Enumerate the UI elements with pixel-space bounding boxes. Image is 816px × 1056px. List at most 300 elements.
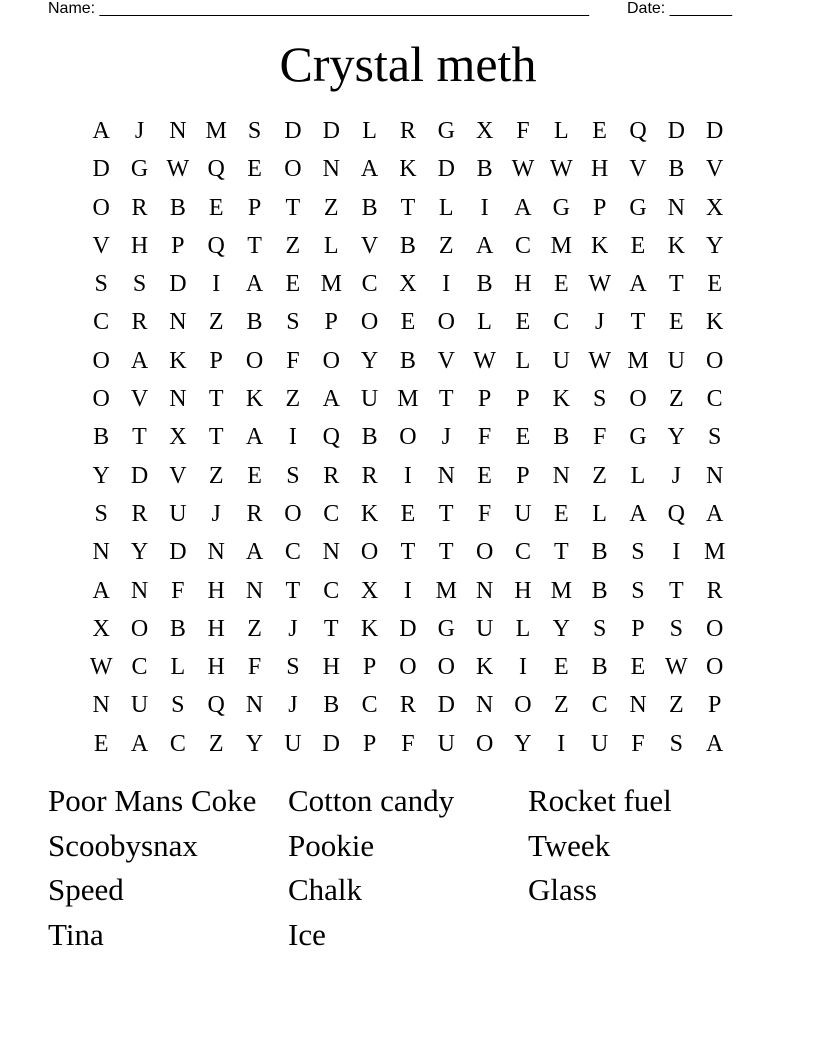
- grid-cell: A: [629, 500, 647, 527]
- grid-row: [82, 457, 734, 495]
- grid-cell: M: [435, 577, 457, 604]
- grid-cell: F: [631, 730, 645, 757]
- grid-cell: B: [246, 309, 263, 336]
- grid-cell: L: [515, 347, 531, 374]
- grid-cell: O: [399, 424, 417, 451]
- grid-row: [82, 227, 734, 265]
- grid-cell: T: [132, 424, 147, 451]
- grid-cell: W: [588, 347, 611, 374]
- grid-cell: E: [630, 654, 646, 681]
- grid-row: [82, 648, 734, 686]
- grid-cell: I: [442, 271, 451, 298]
- grid-cell: S: [94, 500, 108, 527]
- grid-cell: E: [668, 309, 684, 336]
- grid-cell: R: [361, 462, 378, 489]
- grid-cell: O: [706, 654, 724, 681]
- grid-cell: K: [667, 232, 685, 259]
- grid-cell: E: [515, 424, 531, 451]
- grid-cell: H: [207, 654, 225, 681]
- grid-cell: G: [437, 118, 455, 144]
- grid-cell: E: [553, 271, 569, 298]
- grid-cell: C: [323, 500, 340, 527]
- grid-cell: R: [131, 500, 148, 527]
- grid-cell: L: [630, 462, 646, 489]
- grid-cell: R: [706, 577, 723, 604]
- grid-cell: M: [550, 577, 572, 604]
- grid-cell: C: [591, 692, 608, 719]
- grid-cell: Z: [208, 462, 224, 489]
- grid-cell: P: [592, 194, 607, 221]
- grid-cell: T: [668, 577, 684, 604]
- grid-cell: E: [400, 500, 416, 527]
- grid-cell: L: [170, 654, 186, 681]
- grid-cell: J: [671, 462, 681, 489]
- grid-cell: H: [514, 577, 532, 604]
- grid-cell: L: [323, 232, 339, 259]
- grid-cell: Z: [247, 615, 262, 642]
- grid-cell: M: [320, 271, 342, 298]
- grid-cell: P: [477, 386, 492, 413]
- grid-cell: R: [323, 462, 340, 489]
- grid-cell: U: [667, 347, 685, 374]
- grid-cell: O: [284, 500, 302, 527]
- grid-cell: A: [245, 539, 264, 566]
- date-field-label: Date: _______: [627, 0, 732, 17]
- grid-cell: F: [286, 347, 300, 374]
- grid-row: [82, 610, 734, 648]
- grid-cell: P: [707, 692, 722, 719]
- grid-cell: F: [477, 424, 492, 451]
- grid-cell: B: [169, 615, 186, 642]
- grid-cell: U: [169, 500, 187, 527]
- grid-cell: Y: [667, 424, 685, 451]
- grid-cell: S: [286, 462, 300, 489]
- grid-cell: B: [476, 271, 493, 298]
- grid-cell: W: [166, 156, 190, 183]
- grid-cell: E: [93, 730, 109, 757]
- grid-cell: S: [669, 730, 683, 757]
- grid-cell: C: [169, 730, 186, 757]
- grid-cell: T: [400, 539, 416, 566]
- grid-cell: I: [518, 654, 527, 681]
- grid-cell: Y: [552, 615, 570, 642]
- word-list-item: Chalk: [288, 872, 363, 908]
- grid-cell: E: [630, 232, 646, 259]
- grid-cell: Q: [667, 500, 685, 527]
- grid-cell: X: [475, 118, 494, 144]
- grid-cell: E: [553, 500, 569, 527]
- grid-cell: T: [438, 539, 454, 566]
- grid-cell: Q: [207, 156, 225, 183]
- grid-cell: P: [362, 730, 377, 757]
- grid-cell: K: [706, 309, 724, 336]
- grid-cell: Q: [207, 692, 225, 719]
- grid-row: [82, 572, 734, 610]
- grid-cell: X: [399, 271, 417, 298]
- grid-cell: T: [208, 424, 224, 451]
- grid-cell: C: [553, 309, 570, 336]
- grid-cell: F: [171, 577, 185, 604]
- grid-cell: P: [324, 309, 338, 336]
- grid-cell: T: [208, 386, 224, 413]
- grid-cell: E: [285, 271, 301, 298]
- word-list-item: Glass: [528, 872, 597, 908]
- grid-cell: D: [706, 118, 724, 144]
- grid-row: [82, 342, 734, 380]
- grid-cell: P: [209, 347, 223, 374]
- grid-cell: V: [130, 386, 149, 413]
- grid-cell: S: [171, 692, 185, 719]
- grid-cell: K: [590, 232, 609, 259]
- grid-cell: W: [549, 156, 573, 183]
- grid-cell: H: [207, 615, 225, 642]
- grid-cell: B: [553, 424, 570, 451]
- grid-cell: Y: [130, 539, 149, 566]
- grid-cell: E: [592, 118, 607, 144]
- grid-cell: K: [360, 615, 379, 642]
- word-list-item: Pookie: [288, 827, 375, 863]
- grid-cell: I: [288, 424, 297, 451]
- grid-cell: P: [631, 615, 645, 642]
- grid-cell: M: [205, 118, 227, 144]
- grid-cell: D: [284, 118, 302, 144]
- grid-cell: Q: [207, 232, 225, 259]
- grid-cell: P: [362, 654, 377, 681]
- grid-cell: C: [361, 692, 378, 719]
- grid-cell: E: [247, 462, 262, 489]
- grid-cell: U: [475, 615, 494, 642]
- grid-cell: D: [667, 118, 685, 144]
- grid-row: [82, 725, 734, 763]
- grid-cell: I: [557, 730, 566, 757]
- grid-cell: Y: [360, 347, 379, 374]
- grid-cell: Y: [92, 462, 110, 489]
- grid-cell: O: [475, 730, 494, 757]
- grid-cell: I: [672, 539, 681, 566]
- grid-cell: S: [669, 615, 683, 642]
- grid-cell: A: [322, 386, 340, 413]
- grid-cell: S: [631, 539, 645, 566]
- grid-cell: V: [92, 232, 110, 259]
- grid-cell: F: [477, 500, 492, 527]
- grid-cell: O: [514, 692, 532, 719]
- grid-cell: V: [629, 156, 647, 183]
- grid-cell: L: [477, 309, 492, 336]
- grid-cell: K: [169, 347, 187, 374]
- grid-cell: A: [514, 194, 532, 221]
- grid-cell: N: [92, 692, 110, 719]
- grid-cell: U: [552, 347, 570, 374]
- grid-cell: K: [475, 654, 494, 681]
- grid-cell: R: [399, 118, 416, 144]
- grid-cell: B: [399, 347, 416, 374]
- grid-cell: P: [171, 232, 185, 259]
- grid-cell: B: [591, 577, 608, 604]
- grid-cell: N: [475, 577, 494, 604]
- grid-cell: N: [667, 194, 685, 221]
- grid-cell: S: [592, 615, 607, 642]
- grid-cell: B: [93, 424, 110, 451]
- grid-cell: U: [590, 730, 609, 757]
- grid-cell: A: [629, 271, 647, 298]
- grid-cell: M: [627, 347, 649, 374]
- grid-cell: W: [665, 654, 688, 681]
- grid-cell: K: [552, 386, 570, 413]
- grid-cell: A: [475, 232, 494, 259]
- grid-cell: F: [516, 118, 530, 144]
- grid-cell: E: [553, 654, 569, 681]
- grid-cell: S: [631, 577, 645, 604]
- grid-cell: X: [360, 577, 379, 604]
- word-list-item: Ice: [288, 917, 326, 953]
- grid-cell: U: [360, 386, 379, 413]
- grid-cell: B: [591, 654, 608, 681]
- grid-cell: I: [480, 194, 489, 221]
- grid-cell: A: [130, 730, 149, 757]
- grid-row: [82, 380, 734, 418]
- grid-cell: J: [441, 424, 451, 451]
- grid-cell: D: [130, 462, 149, 489]
- grid-cell: C: [514, 232, 531, 259]
- grid-cell: W: [473, 347, 496, 374]
- grid-cell: J: [594, 309, 605, 336]
- grid-cell: K: [360, 500, 379, 527]
- grid-cell: S: [286, 309, 300, 336]
- grid-cell: O: [92, 194, 110, 221]
- grid-cell: Y: [245, 730, 264, 757]
- grid-cell: A: [245, 271, 264, 298]
- grid-cell: L: [515, 615, 531, 642]
- grid-cell: O: [322, 347, 340, 374]
- grid-cell: W: [511, 156, 535, 183]
- grid-row: [82, 189, 734, 227]
- grid-cell: S: [94, 271, 108, 298]
- letter-grid: [82, 112, 734, 763]
- grid-row: [82, 533, 734, 571]
- grid-cell: L: [438, 194, 454, 221]
- grid-cell: T: [285, 194, 301, 221]
- grid-cell: H: [207, 577, 225, 604]
- grid-cell: U: [284, 730, 302, 757]
- grid-cell: U: [437, 730, 455, 757]
- grid-cell: Z: [668, 692, 684, 719]
- grid-cell: C: [361, 271, 378, 298]
- grid-cell: E: [477, 462, 492, 489]
- grid-cell: B: [476, 156, 493, 183]
- grid-cell: A: [92, 577, 110, 604]
- grid-cell: D: [437, 156, 455, 183]
- grid-row: [82, 265, 734, 303]
- grid-cell: C: [93, 309, 110, 336]
- grid-cell: E: [707, 271, 722, 298]
- grid-cell: D: [169, 539, 187, 566]
- grid-cell: N: [169, 309, 187, 336]
- grid-cell: L: [362, 118, 377, 144]
- grid-cell: Z: [208, 730, 224, 757]
- grid-cell: X: [706, 194, 724, 221]
- grid-cell: N: [92, 539, 110, 566]
- grid-cell: J: [211, 500, 221, 527]
- grid-cell: L: [592, 500, 607, 527]
- grid-cell: O: [245, 347, 264, 374]
- grid-cell: R: [246, 500, 263, 527]
- grid-cell: A: [92, 118, 110, 144]
- grid-cell: A: [245, 424, 264, 451]
- grid-cell: W: [588, 271, 611, 298]
- grid-cell: Z: [668, 386, 684, 413]
- grid-cell: T: [438, 500, 454, 527]
- grid-cell: E: [400, 309, 416, 336]
- grid-cell: Z: [285, 232, 301, 259]
- grid-cell: S: [286, 654, 300, 681]
- grid-cell: J: [288, 615, 298, 642]
- grid-cell: R: [131, 194, 148, 221]
- grid-cell: S: [132, 271, 147, 298]
- header: [48, 0, 748, 20]
- grid-cell: N: [475, 692, 494, 719]
- grid-cell: F: [592, 424, 607, 451]
- grid-row: [82, 418, 734, 456]
- grid-cell: G: [629, 424, 647, 451]
- grid-row: [82, 150, 734, 188]
- grid-cell: V: [437, 347, 455, 374]
- grid-cell: D: [322, 730, 340, 757]
- grid-cell: N: [207, 539, 225, 566]
- grid-cell: T: [323, 615, 339, 642]
- grid-cell: E: [208, 194, 224, 221]
- page-title: Crystal meth: [279, 36, 537, 92]
- grid-cell: D: [437, 692, 455, 719]
- grid-cell: O: [437, 654, 455, 681]
- grid-cell: T: [285, 577, 301, 604]
- grid-cell: J: [288, 692, 298, 719]
- grid-cell: N: [552, 462, 570, 489]
- grid-cell: Q: [629, 118, 647, 144]
- grid-cell: H: [130, 232, 149, 259]
- grid-cell: U: [130, 692, 149, 719]
- word-list-item: Tweek: [528, 827, 611, 863]
- grid-row: [82, 495, 734, 533]
- grid-cell: C: [514, 539, 531, 566]
- grid-cell: O: [360, 539, 379, 566]
- grid-row: [82, 686, 734, 724]
- grid-cell: T: [553, 539, 569, 566]
- grid-cell: Z: [438, 232, 454, 259]
- grid-cell: D: [399, 615, 417, 642]
- grid-cell: H: [514, 271, 532, 298]
- grid-cell: I: [212, 271, 221, 298]
- grid-cell: O: [130, 615, 149, 642]
- grid-cell: M: [704, 539, 726, 566]
- grid-cell: Z: [323, 194, 339, 221]
- grid-cell: N: [322, 539, 340, 566]
- grid-cell: M: [550, 232, 572, 259]
- grid-cell: O: [475, 539, 494, 566]
- word-list-item: Cotton candy: [288, 783, 455, 818]
- grid-cell: Z: [208, 309, 224, 336]
- grid-cell: P: [516, 386, 530, 413]
- name-field-label: Name: _______________________________________________________: [48, 0, 589, 17]
- grid-cell: K: [245, 386, 264, 413]
- grid-cell: E: [515, 309, 531, 336]
- grid-cell: Z: [592, 462, 607, 489]
- word-list-item: Speed: [48, 872, 124, 908]
- grid-cell: N: [437, 462, 455, 489]
- grid-cell: O: [284, 156, 302, 183]
- grid-cell: O: [399, 654, 417, 681]
- grid-cell: A: [706, 500, 724, 527]
- grid-cell: S: [592, 386, 607, 413]
- grid-cell: A: [706, 730, 724, 757]
- grid-cell: F: [401, 730, 415, 757]
- grid-cell: P: [247, 194, 262, 221]
- word-list-item: Rocket fuel: [528, 783, 672, 818]
- grid-cell: Z: [553, 692, 569, 719]
- grid-cell: N: [245, 577, 264, 604]
- grid-cell: X: [92, 615, 110, 642]
- grid-cell: A: [360, 156, 379, 183]
- grid-cell: G: [552, 194, 570, 221]
- grid-cell: M: [397, 386, 419, 413]
- grid-cell: T: [630, 309, 646, 336]
- grid-cell: N: [130, 577, 149, 604]
- grid-cell: T: [400, 194, 416, 221]
- grid-cell: V: [706, 156, 724, 183]
- grid-cell: C: [131, 654, 148, 681]
- grid-cell: D: [92, 156, 110, 183]
- grid-cell: V: [169, 462, 187, 489]
- grid-cell: B: [591, 539, 608, 566]
- grid-cell: D: [169, 271, 187, 298]
- grid-cell: O: [92, 386, 110, 413]
- grid-cell: Y: [514, 730, 532, 757]
- grid-row: [82, 303, 734, 341]
- grid-cell: B: [323, 692, 340, 719]
- grid-cell: E: [247, 156, 262, 183]
- grid-cell: G: [437, 615, 455, 642]
- word-list-item: Scoobysnax: [48, 827, 198, 863]
- grid-cell: N: [169, 118, 187, 144]
- grid-cell: X: [169, 424, 187, 451]
- grid-cell: R: [131, 309, 148, 336]
- grid-cell: T: [247, 232, 262, 259]
- grid-cell: S: [707, 424, 722, 451]
- grid-cell: U: [514, 500, 532, 527]
- grid-cell: J: [134, 118, 145, 144]
- grid-cell: N: [629, 692, 647, 719]
- grid-cell: O: [360, 309, 379, 336]
- grid-cell: G: [629, 194, 647, 221]
- grid-cell: O: [706, 347, 724, 374]
- grid-cell: G: [130, 156, 149, 183]
- grid-cell: R: [399, 692, 416, 719]
- grid-cell: K: [399, 156, 417, 183]
- grid-cell: W: [89, 654, 113, 681]
- grid-cell: C: [706, 386, 723, 413]
- word-list-item: Tina: [48, 917, 104, 953]
- grid-cell: O: [437, 309, 455, 336]
- grid-cell: B: [361, 424, 378, 451]
- grid-cell: H: [590, 156, 609, 183]
- grid-row: [82, 112, 734, 150]
- grid-cell: D: [322, 118, 340, 144]
- grid-cell: O: [629, 386, 647, 413]
- grid-cell: O: [92, 347, 110, 374]
- grid-cell: L: [553, 118, 569, 144]
- grid-cell: A: [130, 347, 149, 374]
- grid-cell: Q: [322, 424, 340, 451]
- grid-cell: B: [399, 232, 416, 259]
